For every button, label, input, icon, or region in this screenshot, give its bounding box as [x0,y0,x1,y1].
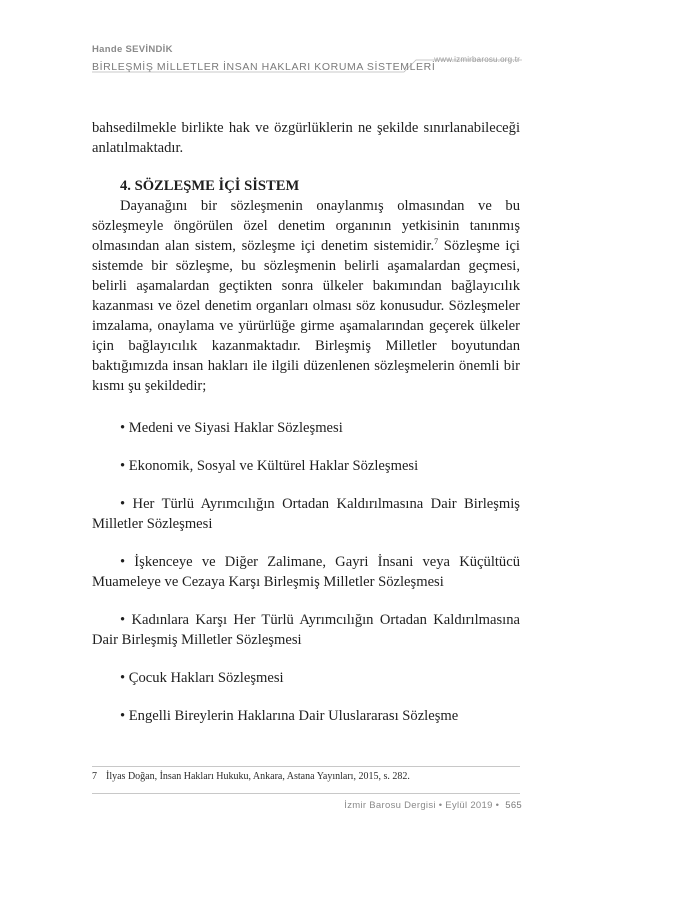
footnote-reference: 7 [434,237,439,247]
list-item: • Çocuk Hakları Sözleşmesi [120,670,284,686]
list-item: • Ekonomik, Sosyal ve Kültürel Haklar Sözleşmesi [120,458,419,474]
list-item: • Her Türlü Ayrımcılığın Ortadan Kaldırılmasına Dair Birleşmiş Milletler Sözleşmesi [92,496,520,532]
convention-list [92,418,520,726]
section-heading: 4. SÖZLEŞME İÇİ SİSTEM [120,178,300,194]
page-body [92,118,520,726]
page-footer [344,800,522,811]
header-url: www.izmirbarosu.org.tr [434,55,520,64]
footnote-divider [92,766,520,767]
paragraph-text-2: Sözleşme içi sistemde bir sözleşme, bu sözleşmenin belirli aşamalardan geçmesi, belirli aşamalardan geçtikten sonra ülkeler bakımından bağlayıcılık kazanması ve özel denetim organları olması söz konusudur. Sözleşmeler imzalama, onaylama ve yürürlüğe girme aşamalarından geçerek ülkeler için bağlayıcılık kazanmaktadır. Birleşmiş Milletler boyutundan baktığımızda insan hakları ile ilgili düzenlenen sözleşmelerin önemli bir kısmı şu şekildedir; [92,238,520,394]
main-paragraph [92,196,520,396]
footnote-number: 7 [92,771,97,782]
footer-journal: İzmir Barosu Dergisi • Eylül 2019 • [344,800,500,811]
list-item: • Kadınlara Karşı Her Türlü Ayrımcılığın Ortadan Kaldırılmasına Dair Birleşmiş Milletler Sözleşmesi [92,612,520,648]
footer-divider [92,793,520,794]
intro-paragraph: bahsedilmekle birlikte hak ve özgürlüklerin ne şekilde sınırlanabileceği anlatılmaktadır. [92,120,520,156]
header-title: BİRLEŞMİŞ MİLLETLER İNSAN HAKLARI KORUMA SİSTEMLERİ [92,61,436,73]
footnote [92,771,520,782]
list-item: • İşkenceye ve Diğer Zalimane, Gayri İnsani veya Küçültücü Muameleye ve Cezaya Karşı Birleşmiş Milletler Sözleşmesi [92,554,520,590]
list-item: • Medeni ve Siyasi Haklar Sözleşmesi [120,420,343,436]
page-number: 565 [505,800,522,811]
list-item: • Engelli Bireylerin Haklarına Dair Uluslararası Sözleşme [120,708,459,724]
footnote-text: İlyas Doğan, İnsan Hakları Hukuku, Ankara, Astana Yayınları, 2015, s. 282. [106,771,410,782]
paragraph-text-1: Dayanağını bir sözleşmenin onaylanmış olmasından ve bu sözleşmeyle öngörülen özel denetim organının yetkisinin tanınmış olmasından alan sistem, sözleşme içi denetim sistemidir. [92,198,520,254]
header-author: Hande SEVİNDİK [92,44,173,55]
